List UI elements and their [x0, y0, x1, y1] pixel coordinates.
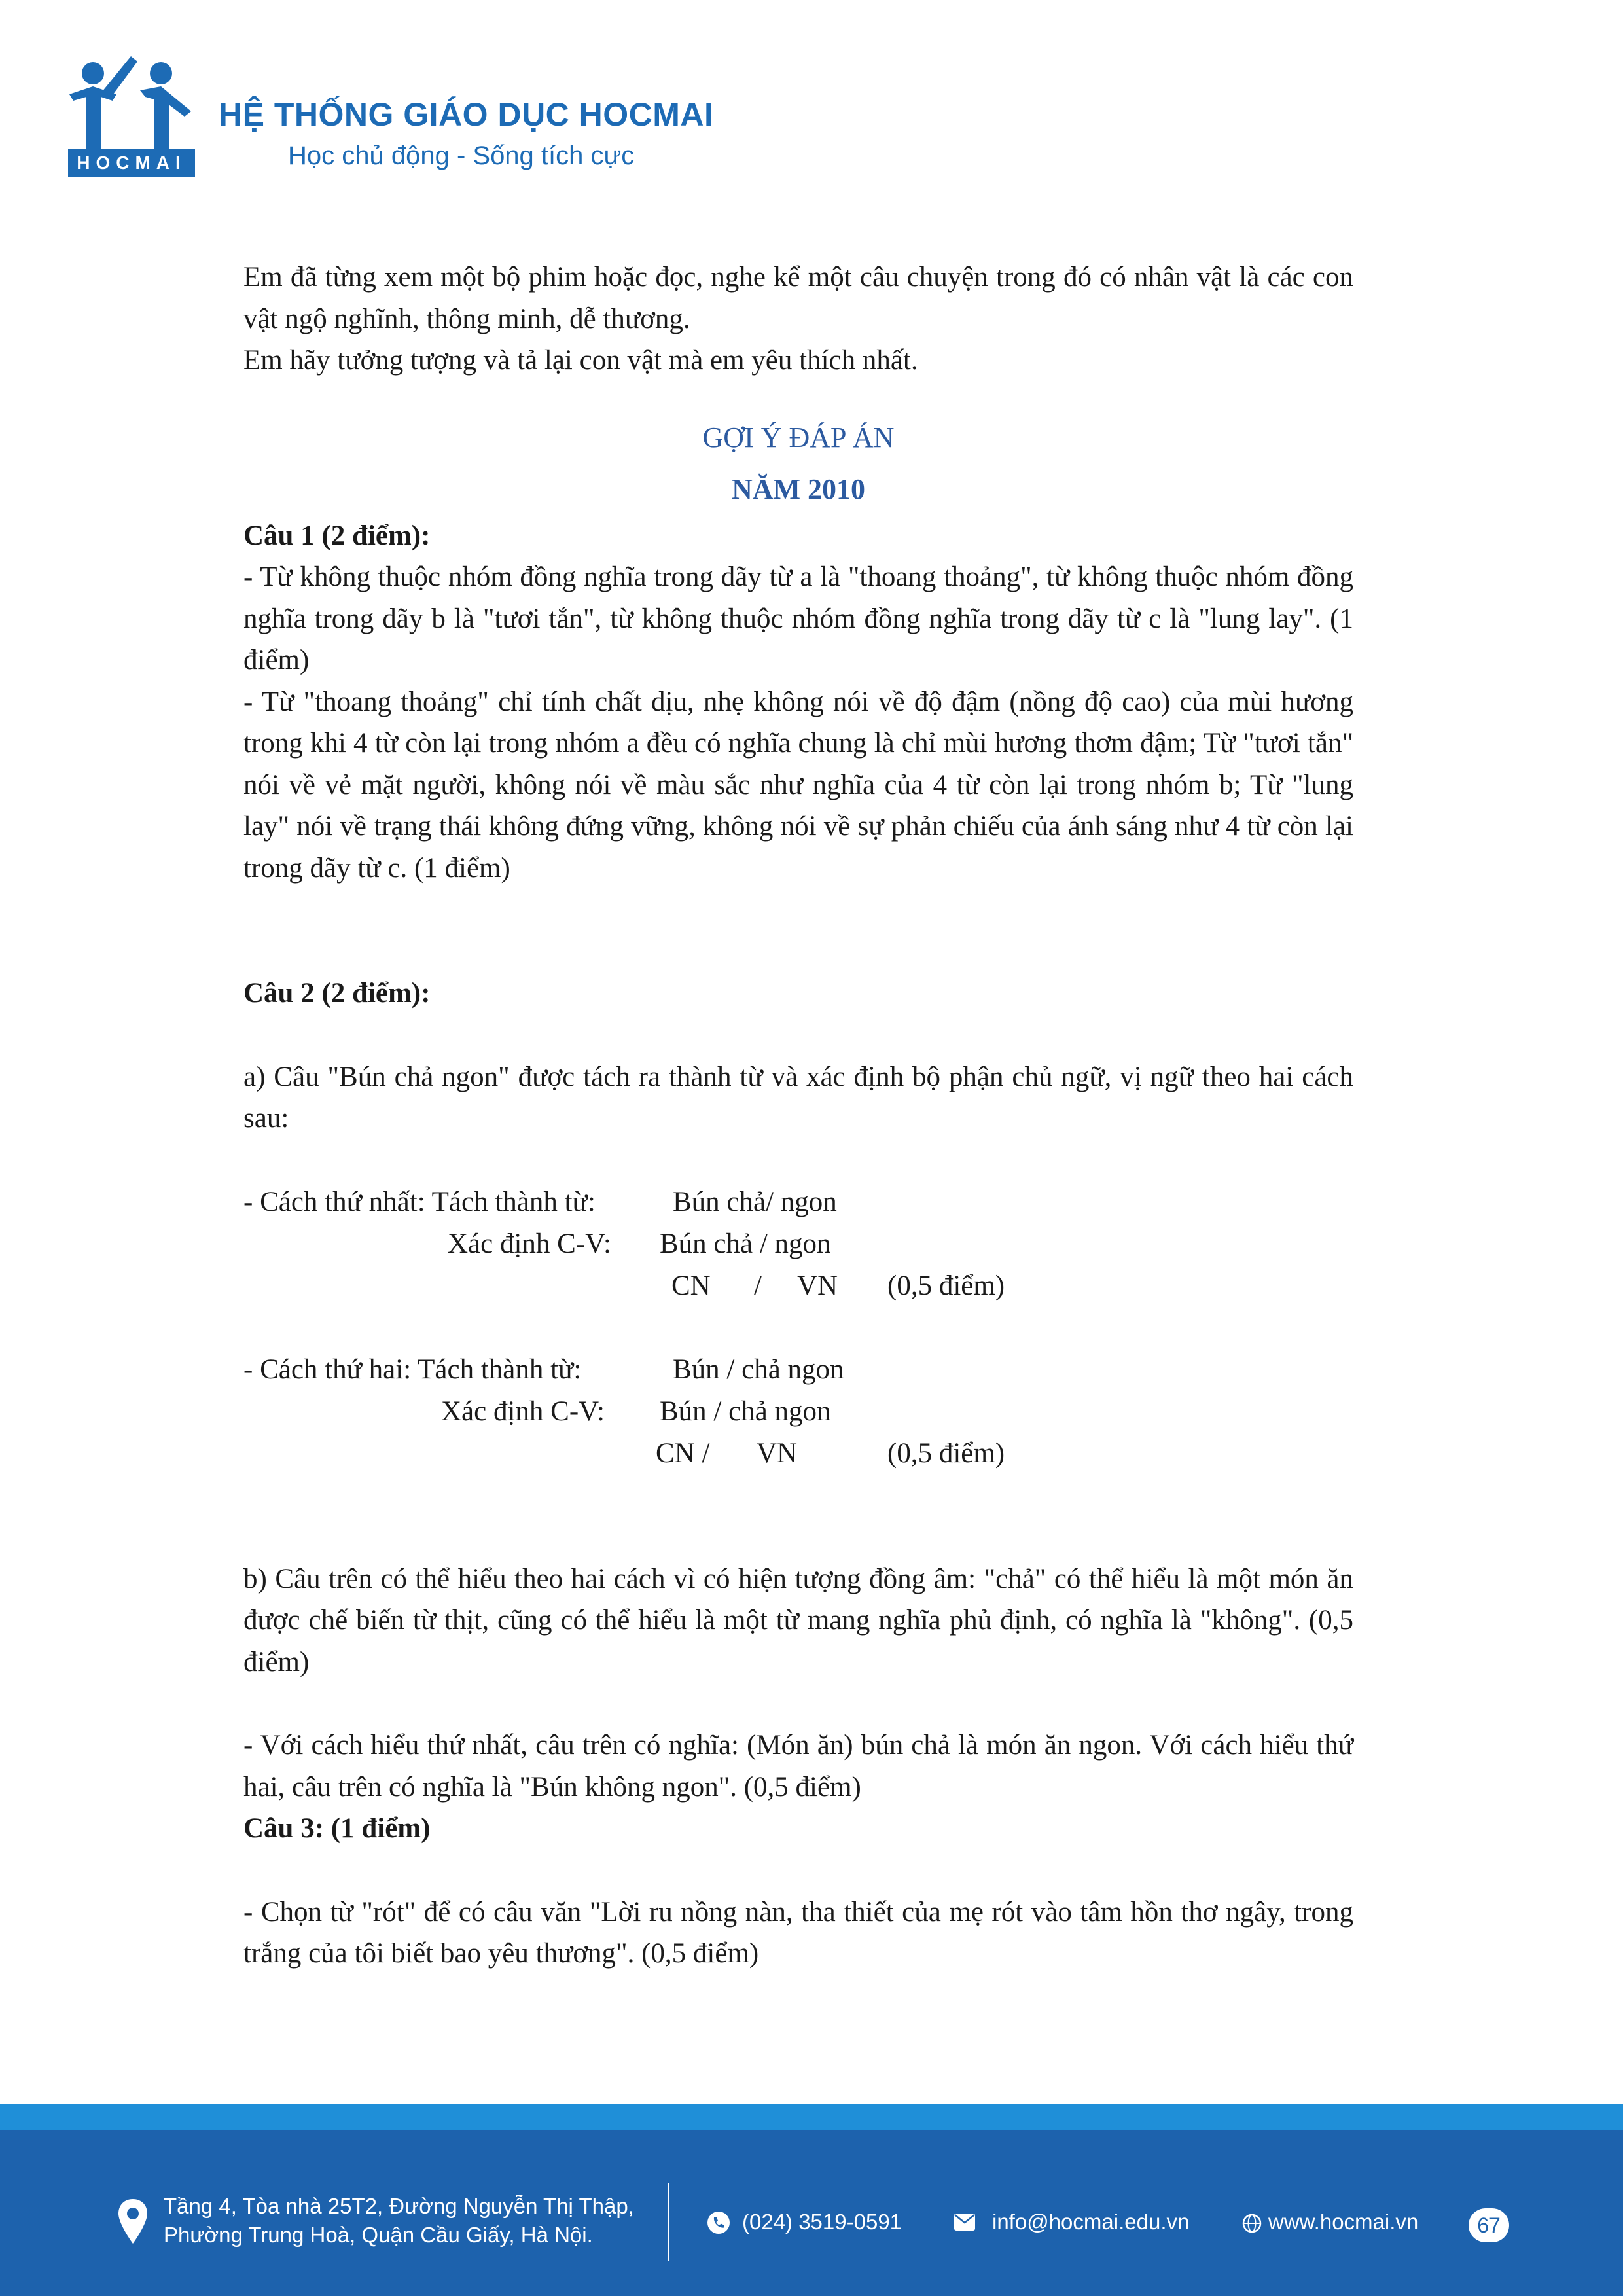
address-line-1: Tầng 4, Tòa nhà 25T2, Đường Nguyễn Thị Thập, [164, 2194, 634, 2218]
hocmai-logo [63, 51, 196, 179]
footer-divider [668, 2183, 669, 2261]
people-logo-icon [63, 51, 196, 149]
way1-roles-row [243, 1265, 1353, 1307]
logo-wordmark: HOCMAI [68, 149, 195, 177]
address-line-2: Phường Trung Hoà, Quận Cầu Giấy, Hà Nội. [164, 2223, 593, 2247]
way1-split-row [243, 1181, 1353, 1223]
way2-cv-label: Xác định C-V: [441, 1395, 605, 1427]
way1-vn: VN [797, 1270, 838, 1301]
q1-paragraph-1: - Từ không thuộc nhóm đồng nghĩa trong dãy từ a là "thoang thoảng", từ không thuộc nhóm đồng nghĩa trong dãy b là "tươi tắn", từ không thuộc nhóm đồng nghĩa trong dãy từ c là "lung lay". (1 điểm) [243, 562, 1353, 675]
q3-paragraph-1: - Chọn từ "rót" để có câu văn "Lời ru nồng nàn, tha thiết của mẹ rót vào tâm hồn thơ ngây, trong trắng của tôi biết bao yêu thương". (0,5 điểm) [243, 1896, 1353, 1969]
q1-heading: Câu 1 (2 điểm): [243, 520, 431, 551]
way1-cv-label: Xác định C-V: [448, 1228, 611, 1259]
intro-paragraph-1: Em đã từng xem một bộ phim hoặc đọc, nghe kể một câu chuyện trong đó có nhân vật là các con vật ngộ nghĩnh, thông minh, dễ thương. [243, 262, 1353, 334]
page-footer [0, 2130, 1623, 2296]
brand-title: HỆ THỐNG GIÁO DỤC HOCMAI [219, 96, 714, 133]
way1-score: (0,5 điểm) [887, 1270, 1005, 1301]
brand-slogan: Học chủ động - Sống tích cực [288, 141, 635, 170]
phone-link[interactable]: (024) 3519-0591 [742, 2210, 902, 2234]
way1-cv-row [243, 1223, 1353, 1265]
globe-icon [1242, 2214, 1262, 2233]
email-link[interactable]: info@hocmai.edu.vn [992, 2210, 1190, 2234]
q2-part-b: b) Câu trên có thể hiểu theo hai cách vì có hiện tượng đồng âm: "chả" có thể hiểu là một món ăn được chế biến từ thịt, cũng có thể hiểu là một từ mang nghĩa phủ định, có nghĩa là "không". (0,5 điểm) [243, 1563, 1353, 1677]
location-pin-icon [116, 2198, 149, 2245]
way2-split: Bún / chả ngon [673, 1354, 844, 1385]
email-icon [954, 2214, 975, 2231]
way2-vn: VN [757, 1437, 798, 1469]
page-header [63, 51, 979, 182]
way1-split: Bún chả/ ngon [673, 1186, 837, 1217]
way2-label: - Cách thứ hai: Tách thành từ: [243, 1354, 582, 1385]
footer-stripe [0, 2104, 1623, 2130]
way1-cv: Bún chả / ngon [660, 1228, 831, 1259]
answer-title: GỢI Ý ĐÁP ÁN [702, 421, 895, 454]
q2-part-a: a) Câu "Bún chả ngon" được tách ra thành từ và xác định bộ phận chủ ngữ, vị ngữ theo hai cách sau: [243, 1061, 1353, 1134]
q1-paragraph-2: - Từ "thoang thoảng" chỉ tính chất dịu, nhẹ không nói về độ đậm (nồng độ cao) của mùi hương trong khi 4 từ còn lại trong nhóm a đều có nghĩa chung là chỉ mùi hương thơm đậm; Từ "tươi tắn" nói về vẻ mặt người, không nói về màu sắc như nghĩa của 4 từ còn lại trong nhóm b; Từ "lung lay" nói về trạng thái không đứng vững, không nói về sự phản chiếu của ánh sáng như 4 từ còn lại trong dãy từ c. (1 điểm) [243, 686, 1353, 884]
way2-score: (0,5 điểm) [887, 1437, 1005, 1469]
way2-cv: Bún / chả ngon [660, 1395, 831, 1427]
way2-split-row [243, 1349, 1353, 1391]
year-title: NĂM 2010 [731, 473, 866, 505]
q2-heading: Câu 2 (2 điểm): [243, 978, 431, 1009]
way1-label: - Cách thứ nhất: Tách thành từ: [243, 1186, 596, 1217]
phone-icon [707, 2211, 730, 2234]
way2-roles-row [243, 1433, 1353, 1475]
intro-paragraph-2: Em hãy tưởng tượng và tả lại con vật mà em yêu thích nhất. [243, 345, 918, 376]
way2-cv-row [243, 1391, 1353, 1433]
document-body [243, 257, 1353, 1975]
way1-slash: / [754, 1270, 762, 1301]
website-link[interactable]: www.hocmai.vn [1268, 2210, 1419, 2234]
q2-part-c: - Với cách hiểu thứ nhất, câu trên có nghĩa: (Món ăn) bún chả là món ăn ngon. Với cách hiểu thứ hai, câu trên có nghĩa là "Bún không ngon". (0,5 điểm) [243, 1730, 1353, 1803]
q3-heading: Câu 3: (1 điểm) [243, 1813, 431, 1844]
page-number-badge: 67 [1469, 2208, 1509, 2242]
way2-cn: CN / [656, 1437, 710, 1469]
way1-cn: CN [671, 1270, 711, 1301]
